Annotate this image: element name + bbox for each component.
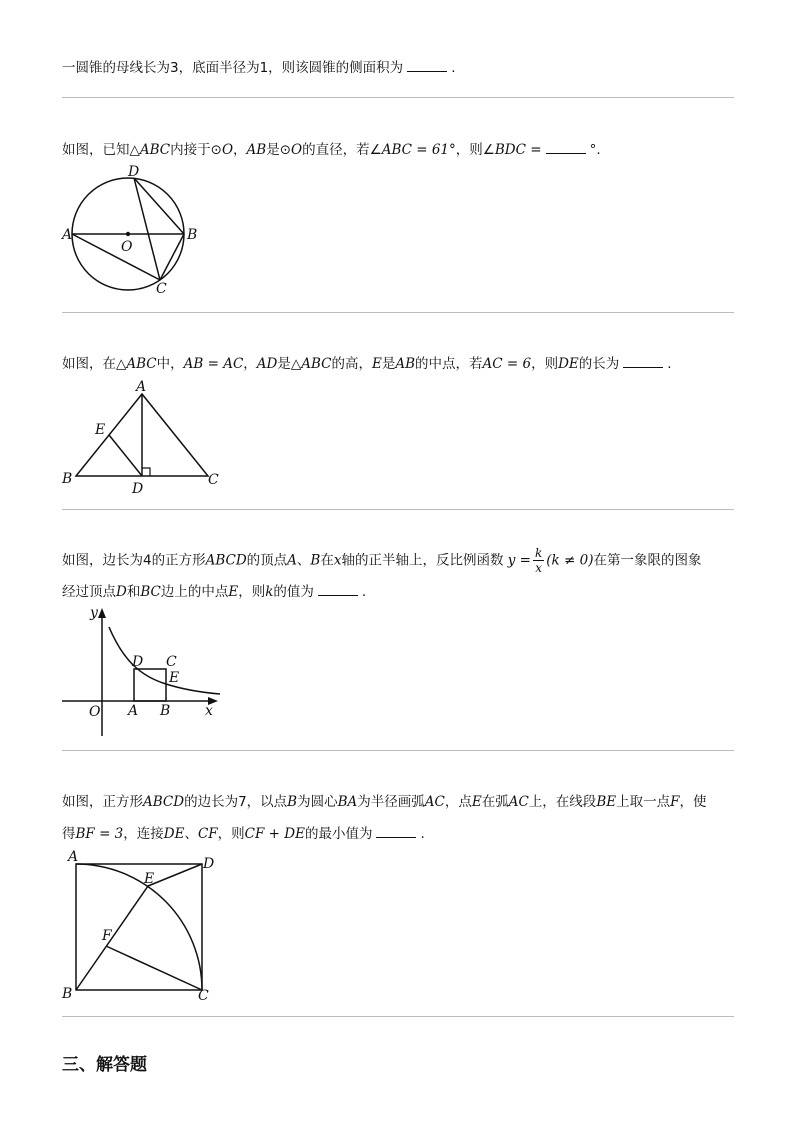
question-3: 如图，在△ABC中，AB = AC，AD是△ABC的高，E是AB的中点，若AC = 6，则DE的长为 . [62, 356, 672, 372]
point-label-c: C [208, 472, 219, 488]
answer-blank [318, 583, 358, 596]
point-label-b: B [187, 227, 198, 243]
figure-square-arc [58, 846, 228, 1006]
point-label-o: O [121, 239, 133, 255]
point-label-a: A [62, 227, 73, 243]
point-label-d: D [132, 654, 144, 670]
point-label-c: C [156, 281, 167, 297]
answer-blank [546, 141, 586, 154]
point-label-b: B [62, 471, 73, 487]
question-1: 一圆锥的母线长为3，底面半径为1，则该圆锥的侧面积为 . [62, 60, 456, 76]
question-5-line-2: 得BF = 3，连接DE、CF，则CF + DE的最小值为 . [62, 826, 425, 842]
point-label-d: D [203, 856, 215, 872]
point-label-e: E [169, 670, 180, 686]
question-text: 一圆锥的母线长为3，底面半径为1，则该圆锥的侧面积为 [62, 60, 404, 76]
point-label-d: D [132, 481, 144, 497]
fraction-k-over-x: $\frac{k}{x}$ [535, 546, 543, 575]
figure-circle [58, 162, 208, 302]
question-5-line-1: 如图，正方形ABCD的边长为7，以点B为圆心BA为半径画弧AC，点E在弧AC上，在线段BE上取一点F，使 [62, 794, 707, 810]
question-2: 如图，已知△ABC内接于⊙O，AB是⊙O的直径，若∠ABC = 61°，则∠BDC = °. [62, 142, 601, 158]
point-label-c: C [198, 988, 209, 1004]
question-4-line-2: 经过顶点D和BC边上的中点E，则k的值为 . [62, 584, 367, 600]
point-label-a: A [68, 849, 79, 865]
figure-triangle [58, 376, 228, 498]
figure-hyperbola [58, 602, 228, 740]
point-label-d: D [128, 164, 140, 180]
divider [62, 1016, 734, 1017]
divider [62, 312, 734, 313]
point-label-c: C [166, 654, 177, 670]
section-heading: 三、解答题 [62, 1055, 147, 1075]
answer-blank [376, 825, 416, 838]
axis-label-x: x [205, 703, 213, 719]
divider [62, 509, 734, 510]
answer-blank [623, 355, 663, 368]
origin-label: O [89, 704, 101, 720]
point-label-b: B [160, 703, 171, 719]
point-label-a: A [136, 379, 147, 395]
divider [62, 97, 734, 98]
question-4-line-1: 如图，边长为4的正方形ABCD的顶点A、B在x轴的正半轴上，反比例函数 y = $\frac{k}{x}$ (k ≠ 0)在第一象限的图象 [62, 546, 702, 575]
answer-blank [407, 59, 447, 72]
axis-label-y: y [90, 605, 98, 621]
point-label-a: A [128, 703, 139, 719]
point-label-b: B [62, 986, 73, 1002]
point-label-e: E [144, 871, 155, 887]
divider [62, 750, 734, 751]
point-label-e: E [95, 422, 106, 438]
point-label-f: F [102, 928, 112, 944]
